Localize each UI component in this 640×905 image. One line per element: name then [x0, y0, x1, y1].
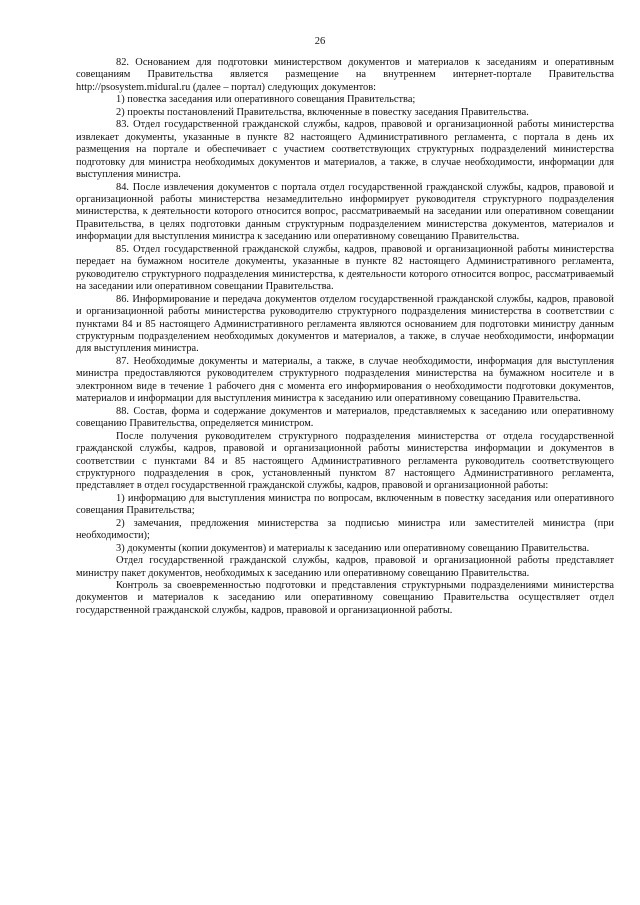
paragraph-88: 88. Состав, форма и содержание документов и материалов, представляемых к заседанию или оперативному совещанию Правительства, определяется министром.: [76, 405, 614, 430]
paragraph-88-item-3: 3) документы (копии документов) и материалы к заседанию или оперативному совещанию Правительства.: [116, 542, 590, 554]
paragraph-88-item-2: 2) замечания, предложения министерства за подписью министра или заместителей министра (при необходимости);: [76, 517, 614, 542]
paragraph-87: 87. Необходимые документы и материалы, а также, в случае необходимости, информация для выступления министра предоставляются руководителем структурного подразделения министерства на бумажном носителе и в электронном виде в течение 1 рабочего дня с момента его информирования о необходимости подготовки документов, материалов и информации для выступления министра к заседанию или оперативному совещанию Правительства.: [76, 355, 614, 405]
paragraph-82-item-2: 2) проекты постановлений Правительства, включенные в повестку заседания Правительства.: [116, 106, 529, 118]
paragraph-86: 86. Информирование и передача документов отделом государственной гражданской службы, кадров, правовой и организационной работы министерства руководителю структурного подразделения министерства в соответствии с пунктами 84 и 85 настоящего Административного регламента являются основанием для подготовки министру данным структурным подразделением необходимых документов и материалов, а также, в случае необходимости, информации для выступления министра.: [76, 293, 614, 355]
paragraph-82-item-1: 1) повестка заседания или оперативного совещания Правительства;: [116, 94, 416, 106]
document-body: [76, 57, 614, 617]
paragraph-82: 82. Основанием для подготовки министерством документов и материалов к заседаниям и оперативным совещаниям Правительства является размещение на внутреннем интернет-портале Правительства http://psosystem.midural.ru (далее – портал) следующих документов:: [76, 57, 614, 93]
paragraph-83: 83. Отдел государственной гражданской службы, кадров, правовой и организационной работы министерства извлекает документы, указанные в пункте 82 настоящего Административного регламента, с портала в день их размещения на портале и обеспечивает с участием соответствующих структурных подразделений министерства подготовку для министра необходимых документов и материалов, а также, в случае необходимости, информации для выступления министра.: [76, 119, 614, 181]
paragraph-88-item-1: 1) информацию для выступления министра по вопросам, включенным в повестку заседания или оперативного совещания Правительства;: [76, 492, 614, 517]
paragraph-88-submission: После получения руководителем структурного подразделения министерства от отдела государственной гражданской службы, кадров, правовой и организационной работы министерства информации и документов в соответствии с пунктами 84 и 85 настоящего Административного регламента руководитель соответствующего структурного подразделения в срок, установленный пунктом 87 настоящего Административного регламента, представляет в отдел государственной гражданской службы, кадров, правовой и организационной работы:: [76, 430, 614, 492]
paragraph-85: 85. Отдел государственной гражданской службы, кадров, правовой и организационной работы министерства передает на бумажном носителе документы, указанные в пункте 82 настоящего Административного регламента, руководителю структурного подразделения министерства, к деятельности которого относится вопрос, рассматриваемый на заседании или оперативном совещании Правительства.: [76, 243, 614, 293]
paragraph-package-to-minister: Отдел государственной гражданской службы, кадров, правовой и организационной работы представляет министру пакет документов, необходимых к заседанию или оперативному совещанию Правительства.: [76, 555, 614, 579]
page-number: 26: [314, 36, 326, 47]
paragraph-control: Контроль за своевременностью подготовки и представления структурными подразделениями министерства документов и материалов к заседанию или оперативному совещанию Правительства осуществляет отдел государственной гражданской службы, кадров, правовой и организационной работы.: [76, 580, 614, 616]
paragraph-84: 84. После извлечения документов с портала отдел государственной гражданской службы, кадров, правовой и организационной работы министерства незамедлительно информирует руководителя структурного подразделения министерства, к деятельности которого относится вопрос, рассматриваемый на заседании или оперативном совещании Правительства, в целях подготовки данным структурным подразделением министерства документов, материалов и информации для выступления министра к заседанию или оперативному совещанию Правительства.: [76, 181, 614, 243]
